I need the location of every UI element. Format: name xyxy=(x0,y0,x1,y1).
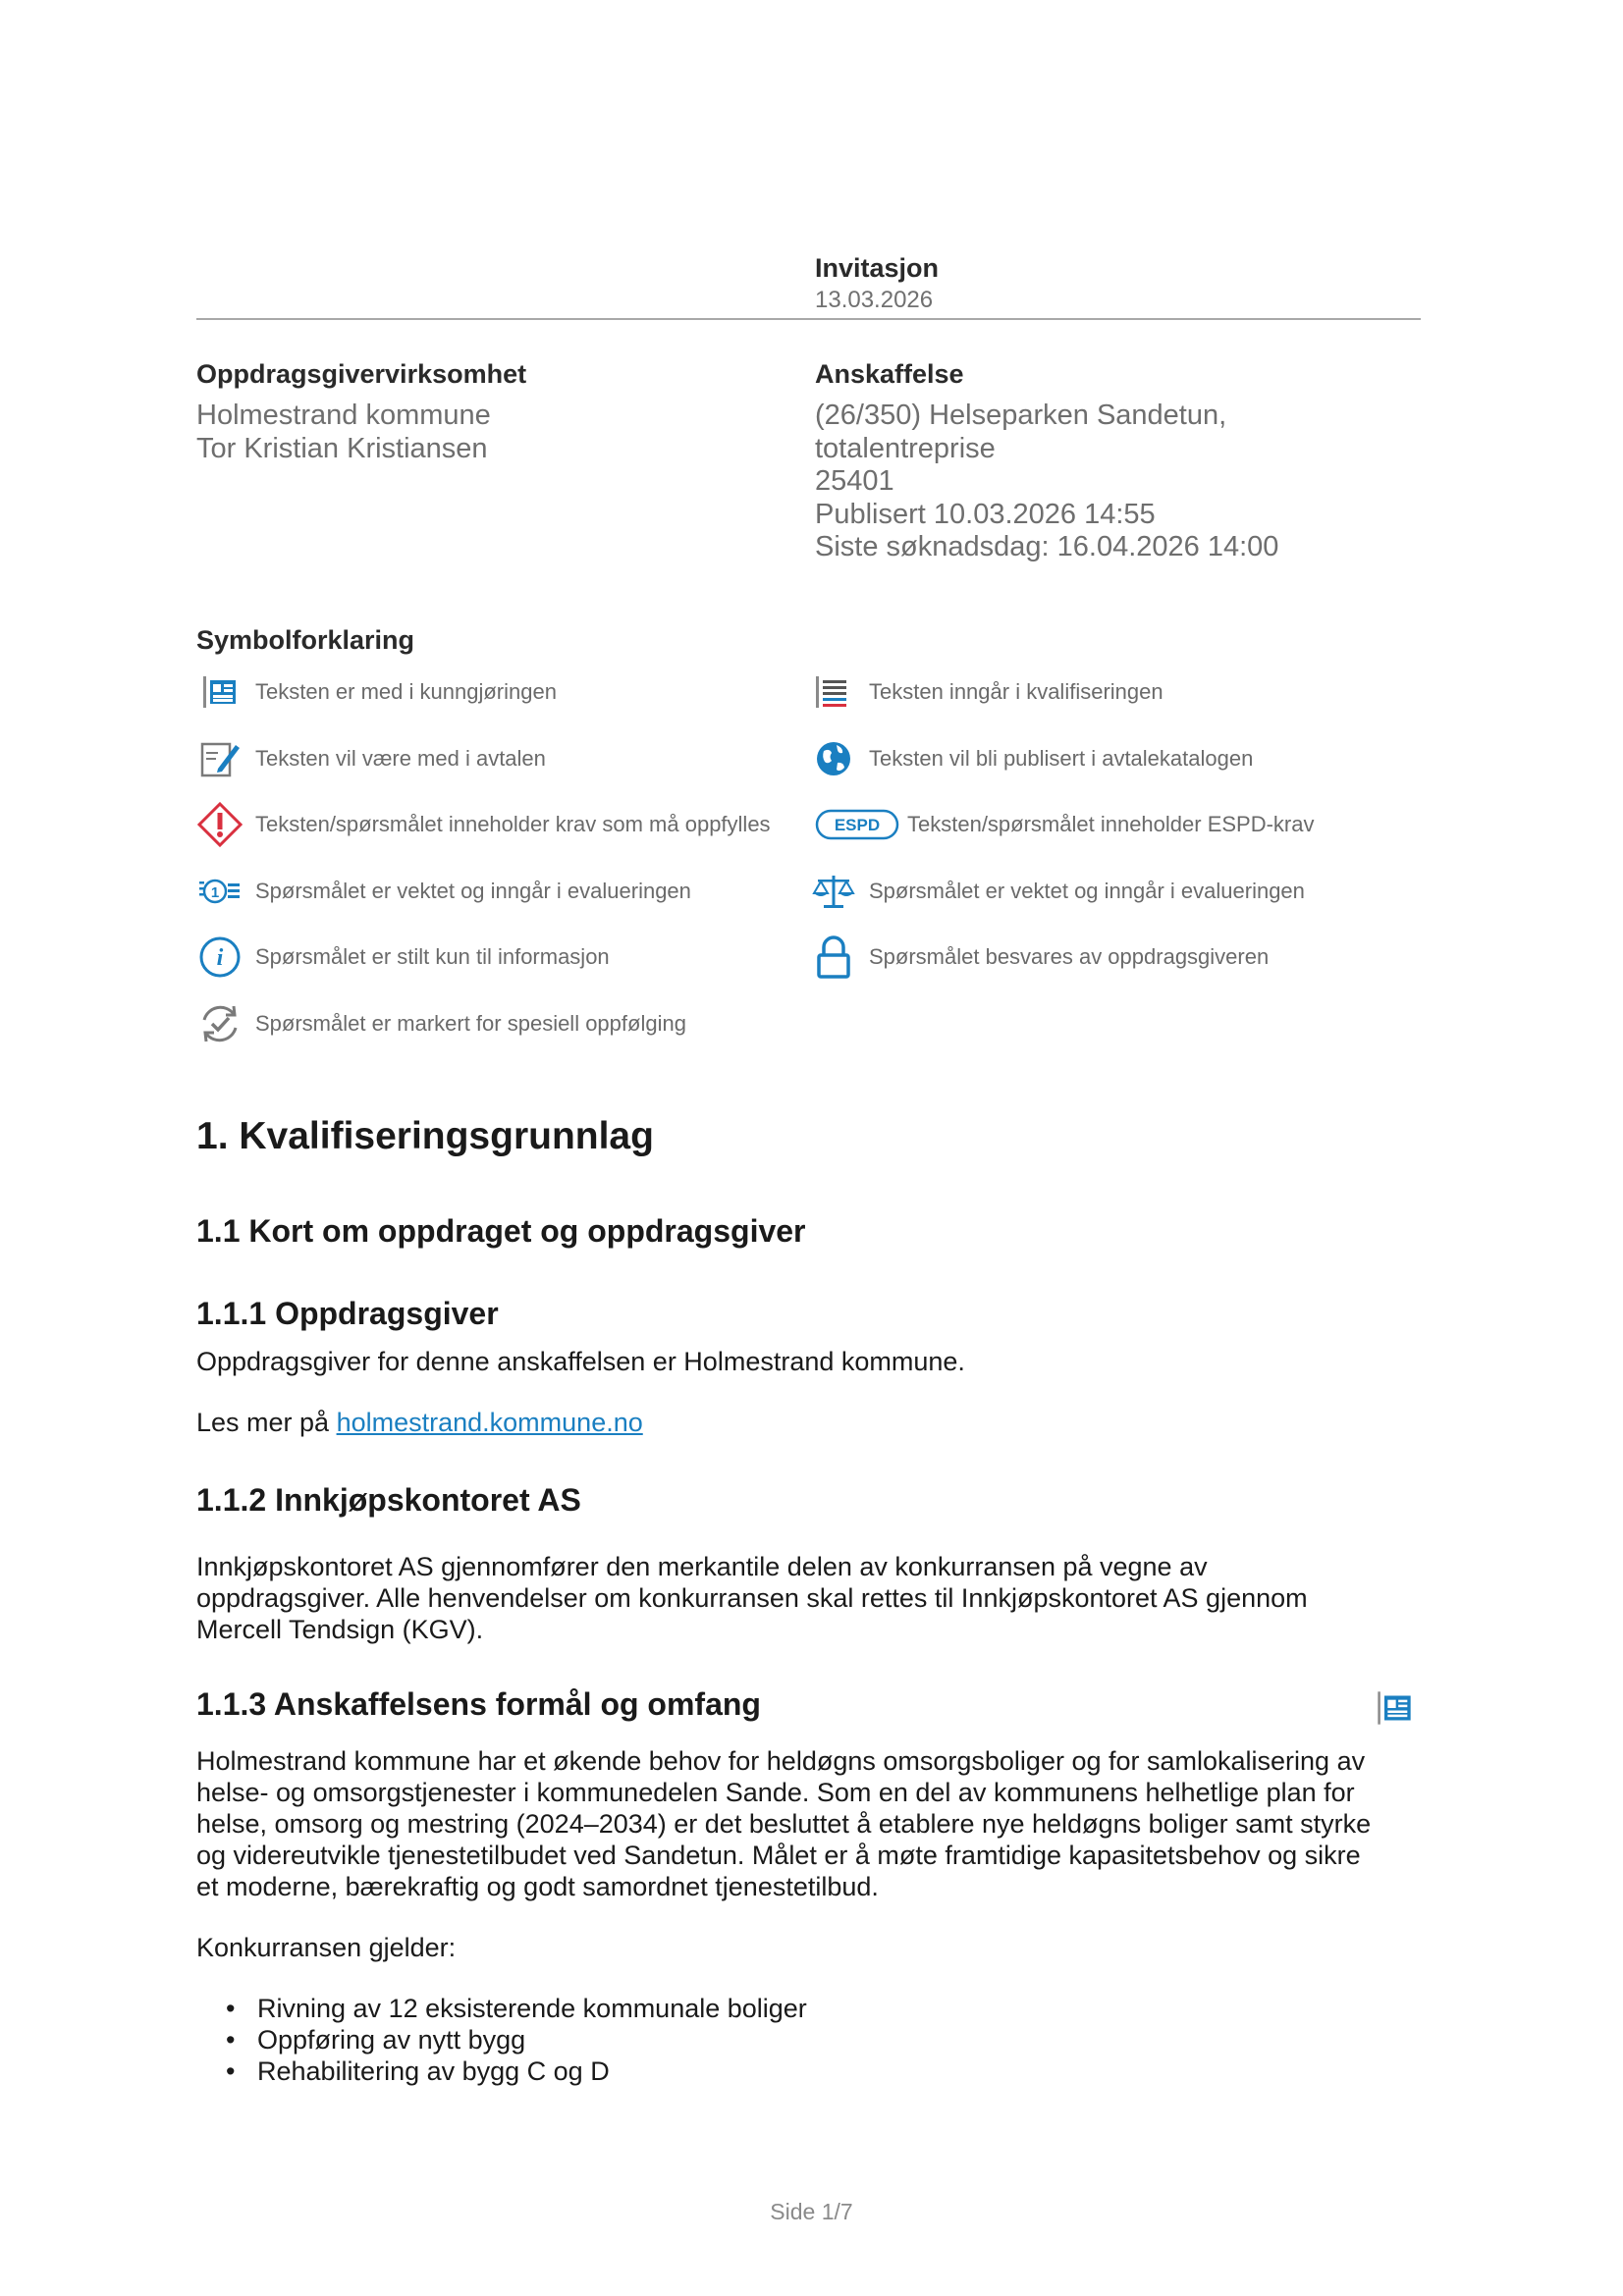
section-heading-1: 1. Kvalifiseringsgrunnlag xyxy=(196,1115,654,1157)
list-item-text: Rivning av 12 eksisterende kommunale boliger xyxy=(257,1994,807,2023)
legend-label: Spørsmålet besvares av oppdragsgiveren xyxy=(869,944,1270,969)
legend-item xyxy=(810,735,1253,782)
section-heading-1-1-3: 1.1.3 Anskaffelsens formål og omfang xyxy=(196,1686,761,1722)
lock-icon xyxy=(810,934,857,981)
legend-item xyxy=(196,735,546,782)
legend-item xyxy=(196,801,771,848)
section-heading-1-1-2: 1.1.2 Innkjøpskontoret AS xyxy=(196,1482,581,1518)
scales-icon xyxy=(810,868,857,915)
legend-label: Spørsmålet er stilt kun til informasjon xyxy=(255,944,610,969)
list-item-text: Oppføring av nytt bygg xyxy=(257,2025,526,2055)
legend-heading: Symbolforklaring xyxy=(196,625,415,655)
legend-item xyxy=(196,668,557,716)
weighted-list-icon xyxy=(196,868,243,915)
procurement-info xyxy=(815,400,1278,564)
legend-label: Teksten er med i kunngjøringen xyxy=(255,679,557,704)
legend-item xyxy=(810,868,1305,915)
legend-item xyxy=(196,1000,686,1047)
procurement-line: Siste søknadsdag: 16.04.2026 14:00 xyxy=(815,531,1279,562)
municipality-link[interactable]: holmestrand.kommune.no xyxy=(336,1408,643,1437)
section-heading-1-1: 1.1 Kort om oppdraget og oppdragsgiver xyxy=(196,1213,806,1249)
procurement-line: 25401 xyxy=(815,465,894,497)
client-heading: Oppdragsgivervirksomhet xyxy=(196,359,527,389)
legend-label: Teksten inngår i kvalifiseringen xyxy=(869,679,1163,704)
list-item: • Oppføring av nytt bygg xyxy=(226,2025,526,2055)
qualification-list-icon xyxy=(810,668,857,716)
legend-item xyxy=(196,868,691,915)
paragraph-line: et moderne, bærekraftig og godt samordnet tjenestetilbud. xyxy=(196,1872,879,1901)
legend-label: Spørsmålet er vektet og inngår i evalueringen xyxy=(869,879,1305,903)
legend-label: Spørsmålet er markert for spesiell oppfølging xyxy=(255,1011,686,1036)
scope-intro: Konkurransen gjelder: xyxy=(196,1933,457,1962)
read-more-prefix: Les mer på xyxy=(196,1408,337,1437)
announcement-icon xyxy=(1375,1688,1414,1728)
legend-item xyxy=(810,934,1269,981)
legend-label: Teksten vil være med i avtalen xyxy=(255,746,546,771)
document-type-title: Invitasjon xyxy=(815,253,940,283)
paragraph-line: Holmestrand kommune har et økende behov for heldøgns omsorgsboliger og for samlokalisering av xyxy=(196,1746,1366,1776)
svg-text:i: i xyxy=(216,945,224,971)
paragraph-line: Mercell Tendsign (KGV). xyxy=(196,1615,484,1644)
followup-check-icon xyxy=(196,1000,243,1047)
legend-item xyxy=(815,801,1315,848)
paragraph-line: oppdragsgiver. Alle henvendelser om konkurransen skal rettes til Innkjøpskontoret AS gjennom xyxy=(196,1583,1308,1613)
paragraph-line: Innkjøpskontoret AS gjennomfører den merkantile delen av konkurransen på vegne av xyxy=(196,1552,1208,1581)
purpose-paragraph xyxy=(196,1745,1424,1902)
procurement-line: totalentreprise xyxy=(815,432,996,464)
list-item: • Rivning av 12 eksisterende kommunale boliger xyxy=(226,1994,807,2023)
header-divider xyxy=(196,318,1421,320)
warning-diamond-icon xyxy=(196,801,243,848)
scope-bullet-list xyxy=(226,1993,807,2087)
client-paragraph: Oppdragsgiver for denne anskaffelsen er Holmestrand kommune. xyxy=(196,1347,965,1376)
paragraph-line: helse, omsorg og mestring (2024–2034) er det besluttet å etablere nye heldøgns boliger samt styrke xyxy=(196,1809,1372,1839)
legend-label: Spørsmålet er vektet og inngår i evalueringen xyxy=(255,879,691,903)
client-info xyxy=(196,400,491,465)
announcement-icon xyxy=(196,668,243,716)
list-item-text: Rehabilitering av bygg C og D xyxy=(257,2056,610,2086)
info-icon xyxy=(196,934,243,981)
paragraph-line: og videreutvikle tjenestetilbudet ved Sandetun. Målet er å møte framtidige kapasitetsbehov og sikre xyxy=(196,1841,1361,1870)
client-line: Tor Kristian Kristiansen xyxy=(196,432,488,464)
read-more-line xyxy=(196,1407,1424,1438)
legend-item xyxy=(196,934,610,981)
globe-icon xyxy=(810,735,857,782)
svg-text:1: 1 xyxy=(210,884,220,901)
legend-item xyxy=(810,668,1163,716)
procurement-line: (26/350) Helseparken Sandetun, xyxy=(815,400,1227,431)
legend-label: Teksten/spørsmålet inneholder ESPD-krav xyxy=(907,812,1315,836)
list-item: • Rehabilitering av bygg C og D xyxy=(226,2056,610,2086)
document-date: 13.03.2026 xyxy=(815,287,934,313)
client-line: Holmestrand kommune xyxy=(196,400,491,431)
espd-badge-text: ESPD xyxy=(834,816,881,834)
espd-badge-icon xyxy=(815,809,899,840)
legend-label: Teksten/spørsmålet inneholder krav som må oppfylles xyxy=(255,812,771,836)
procurement-heading: Anskaffelse xyxy=(815,359,964,389)
procurement-office-paragraph xyxy=(196,1551,1424,1645)
contract-pen-icon xyxy=(196,735,243,782)
page-number: Side 1/7 xyxy=(770,2199,853,2224)
section-heading-1-1-1: 1.1.1 Oppdragsgiver xyxy=(196,1296,499,1331)
legend-label: Teksten vil bli publisert i avtalekatalogen xyxy=(869,746,1254,771)
procurement-line: Publisert 10.03.2026 14:55 xyxy=(815,498,1156,530)
paragraph-line: helse- og omsorgstjenester i kommunedelen Sande. Som en del av kommunens helhetlige plan for xyxy=(196,1778,1355,1807)
